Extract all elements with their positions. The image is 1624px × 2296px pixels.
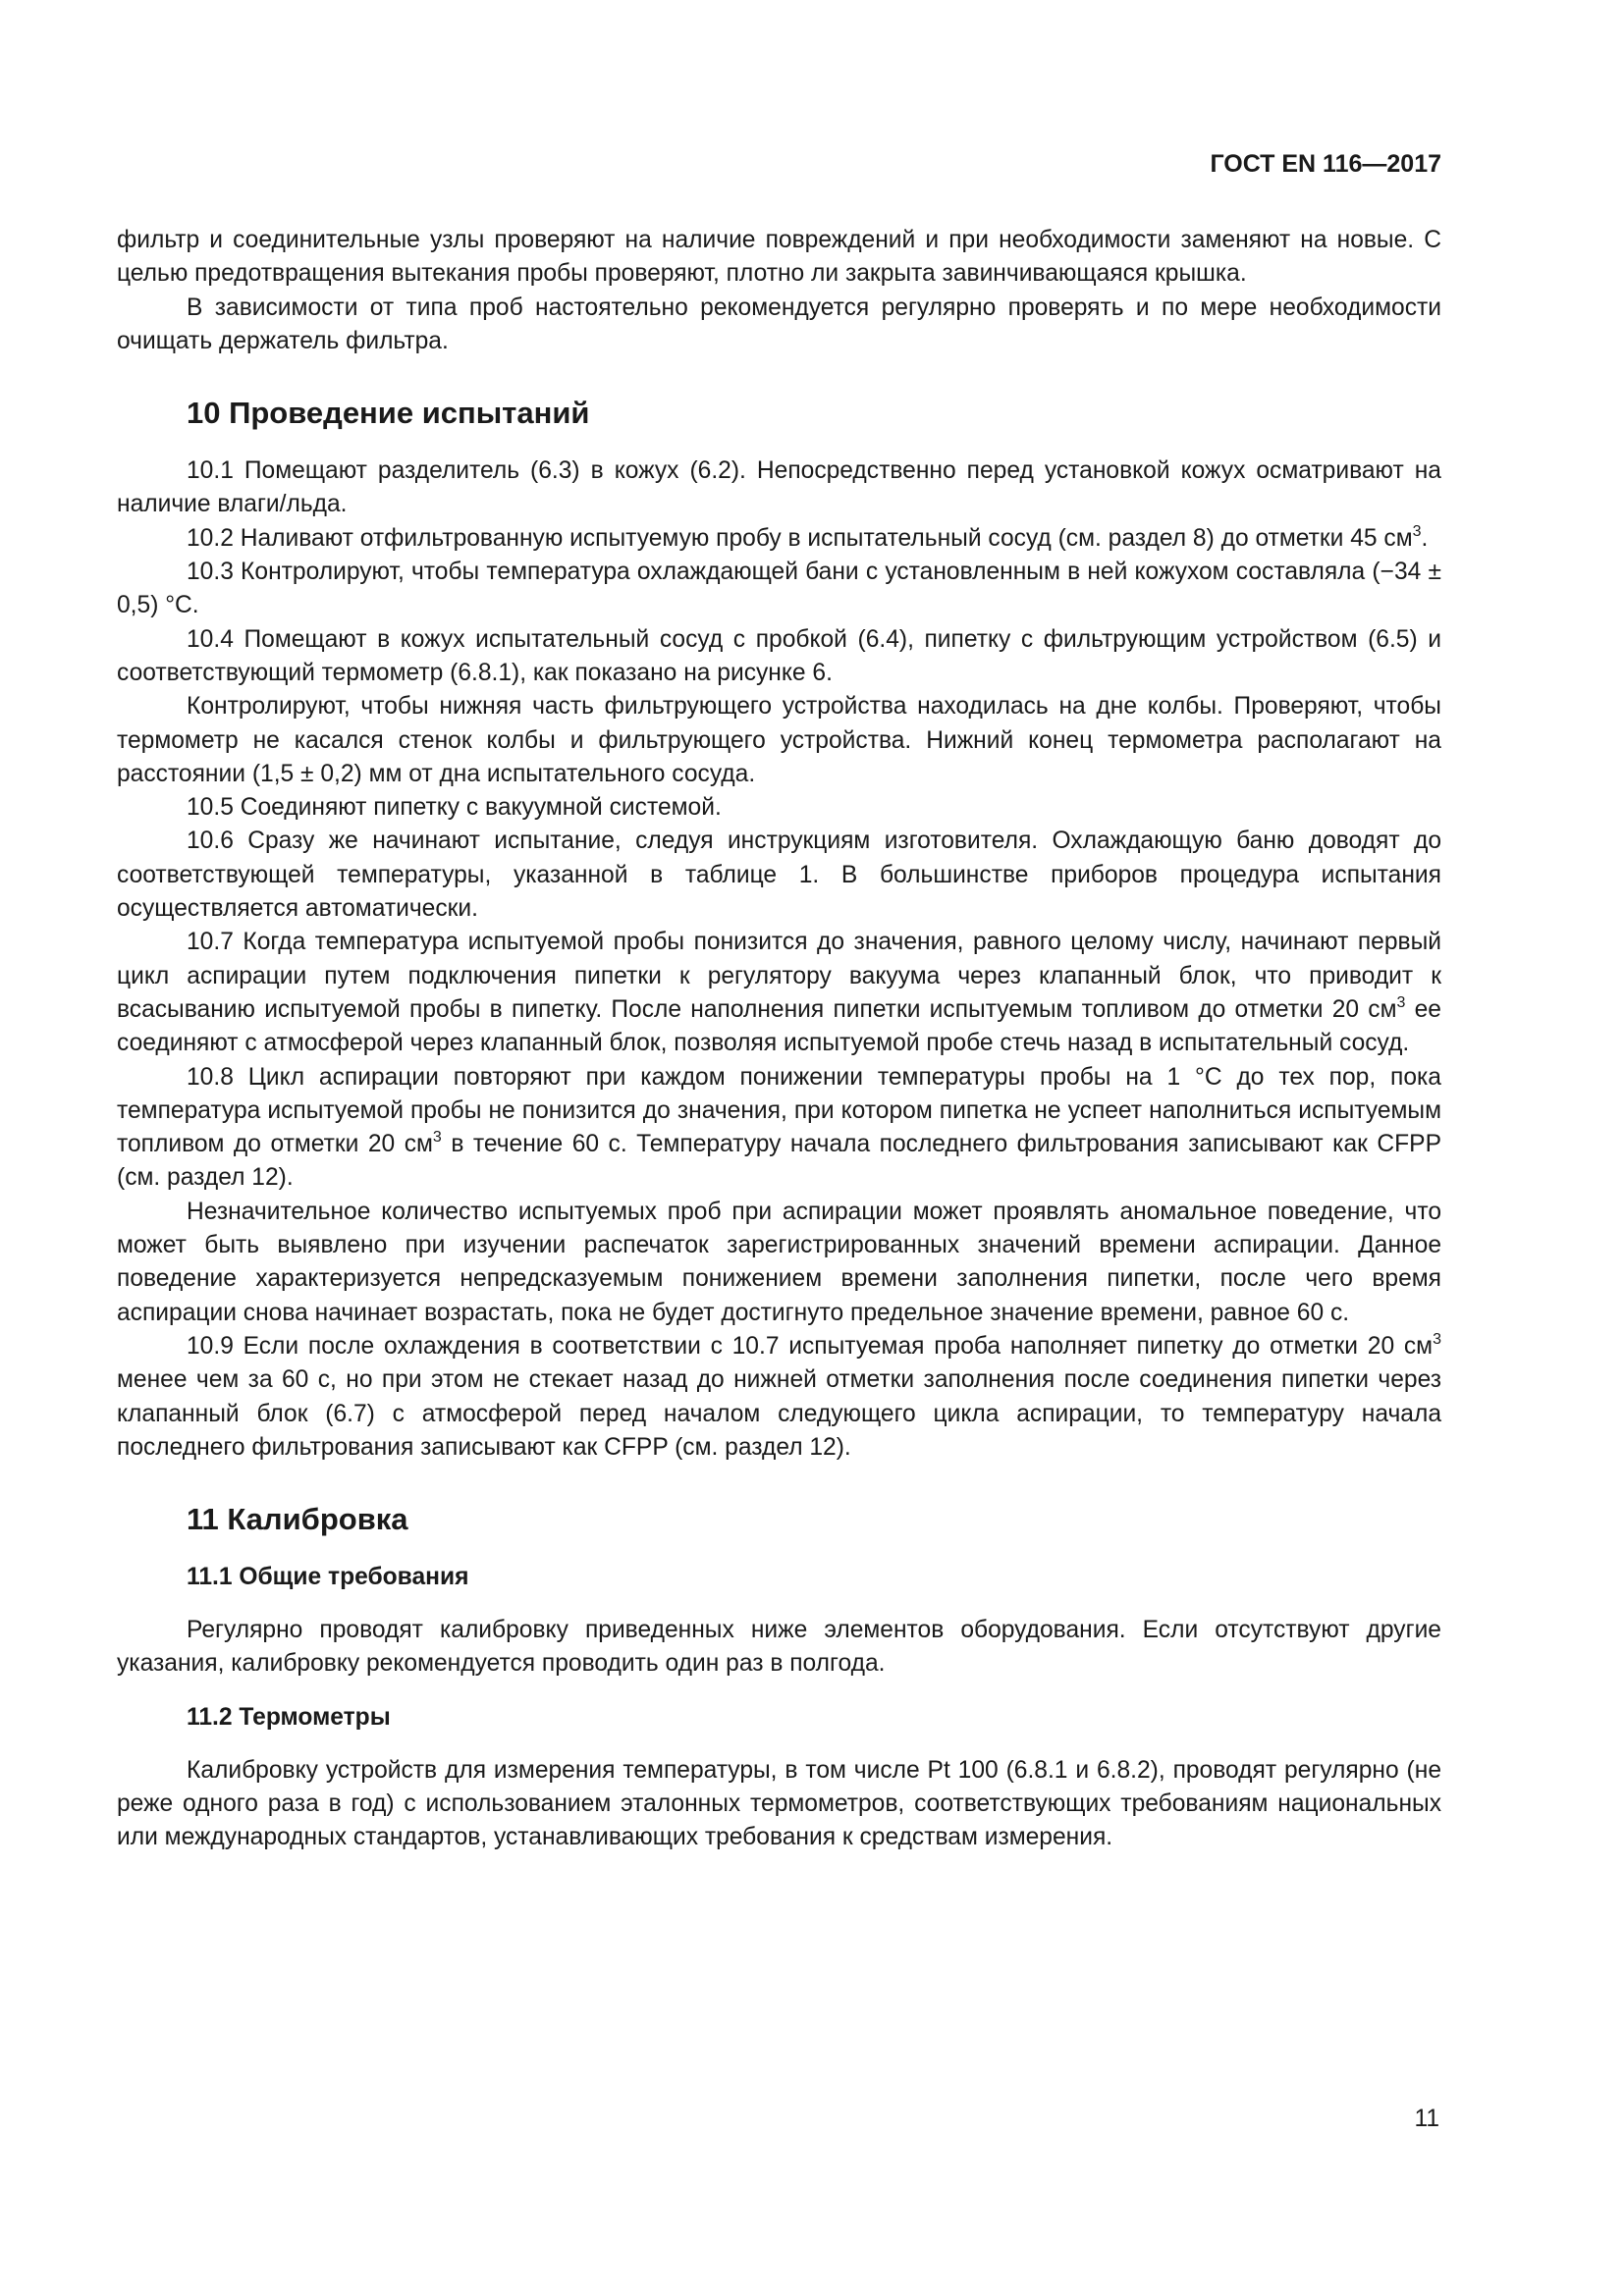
paragraph-10-4-continued: Контролируют, чтобы нижняя часть фильтрующего устройства находилась на дне колбы. Проверяют, чтобы термометр не касался стенок колбы и фильтрующего устройства. Нижний конец термометра располагают на расстоянии (1,5 ± 0,2) мм от дна испытательного сосуда. (117, 693, 1441, 787)
paragraph-10-8-continued: Незначительное количество испытуемых проб при аспирации может проявлять аномальное поведение, что может быть выявлено при изучении распечаток зарегистрированных значений времени аспирации. Данное поведение характеризуется непредсказуемым понижением времени заполнения пипетки, после чего время аспирации снова начинает возрастать, пока не будет достигнуто предельное значение времени, равное 60 с. (117, 1198, 1441, 1326)
document-header-id: ГОСТ EN 116—2017 (1210, 150, 1441, 178)
document-body (117, 224, 1441, 1855)
page-number: 11 (1414, 2106, 1439, 2132)
paragraph-11-2: Калибровку устройств для измерения температуры, в том числе Pt 100 (6.8.1 и 6.8.2), проводят регулярно (не реже одного раза в год) с использованием эталонных термометров, соответствующих требованиям национальных или международных стандартов, устанавливающих требования к средствам измерения. (117, 1756, 1441, 1851)
paragraph-10-8: 10.8 Цикл аспирации повторяют при каждом понижении температуры пробы на 1 °С до тех пор, пока температура испытуемой пробы не понизится до значения, при котором пипетка не успеет наполниться испытуемым топливом до отметки 20 $см^3$ в течение 60 с. Температуру начала последнего фильтрования записывают как CFPP (см. раздел 12). (117, 1063, 1441, 1192)
subsection-11-2-heading: 11.2 Термометры (187, 1703, 391, 1731)
section-10-heading: 10 Проведение испытаний (187, 396, 590, 431)
section-11-heading: 11 Калибровка (187, 1502, 408, 1537)
paragraph-10-9: 10.9 Если после охлаждения в соответствии с 10.7 испытуемая проба наполняет пипетку до отметки 20 $см^3$ менее чем за 60 с, но при этом не стекает назад до нижней отметки заполнения после соединения пипетки через клапанный блок (6.7) с атмосферой перед началом следующего цикла аспирации, то температуру начала последнего фильтрования записывают как CFPP (см. раздел 12). (117, 1330, 1441, 1461)
paragraph-11-1: Регулярно проводят калибровку приведенных ниже элементов оборудования. Если отсутствуют другие указания, калибровку рекомендуется проводить один раз в полгода. (117, 1617, 1441, 1678)
paragraph-10-4: 10.4 Помещают в кожух испытательный сосуд с пробкой (6.4), пипетку с фильтрующим устройством (6.5) и соответствующий термометр (6.8.1), как показано на рисунке 6. (117, 625, 1441, 686)
paragraph-10-7: 10.7 Когда температура испытуемой пробы понизится до значения, равного целому числу, начинают первый цикл аспирации путем подключения пипетки к регулятору вакуума через клапанный блок, что приводит к всасыванию испытуемой пробы в пипетку. После наполнения пипетки испытуемым топливом до отметки 20 $см^3$ ее соединяют с атмосферой через клапанный блок, позволяя испытуемой пробе стечь назад в испытательный сосуд. (117, 929, 1441, 1057)
intro-paragraph-1: фильтр и соединительные узлы проверяют на наличие повреждений и при необходимости заменяют на новые. С целью предотвращения вытекания пробы проверяют, плотно ли закрыта завинчивающаяся крышка. (117, 227, 1441, 288)
subsection-11-1-heading: 11.1 Общие требования (187, 1564, 469, 1591)
paragraph-10-6: 10.6 Сразу же начинают испытание, следуя инструкциям изготовителя. Охлаждающую баню доводят до соответствующей температуры, указанной в таблице 1. В большинстве приборов процедура испытания осуществляется автоматически. (117, 828, 1441, 923)
paragraph-10-2: 10.2 Наливают отфильтрованную испытуемую пробу в испытательный сосуд (см. раздел 8) до отметки 45 $см^3$. (187, 522, 1429, 552)
paragraph-10-1: 10.1 Помещают разделитель (6.3) в кожух (6.2). Непосредственно перед установкой кожух осматривают на наличие влаги/льда. (117, 457, 1441, 518)
paragraph-10-5: 10.5 Соединяют пипетку с вакуумной системой. (187, 794, 722, 822)
paragraph-10-3: 10.3 Контролируют, чтобы температура охлаждающей бани с установленным в ней кожухом составляла (−34 ± 0,5) °С. (117, 559, 1441, 619)
intro-paragraph-2: В зависимости от типа проб настоятельно рекомендуется регулярно проверять и по мере необходимости очищать держатель фильтра. (117, 294, 1441, 354)
